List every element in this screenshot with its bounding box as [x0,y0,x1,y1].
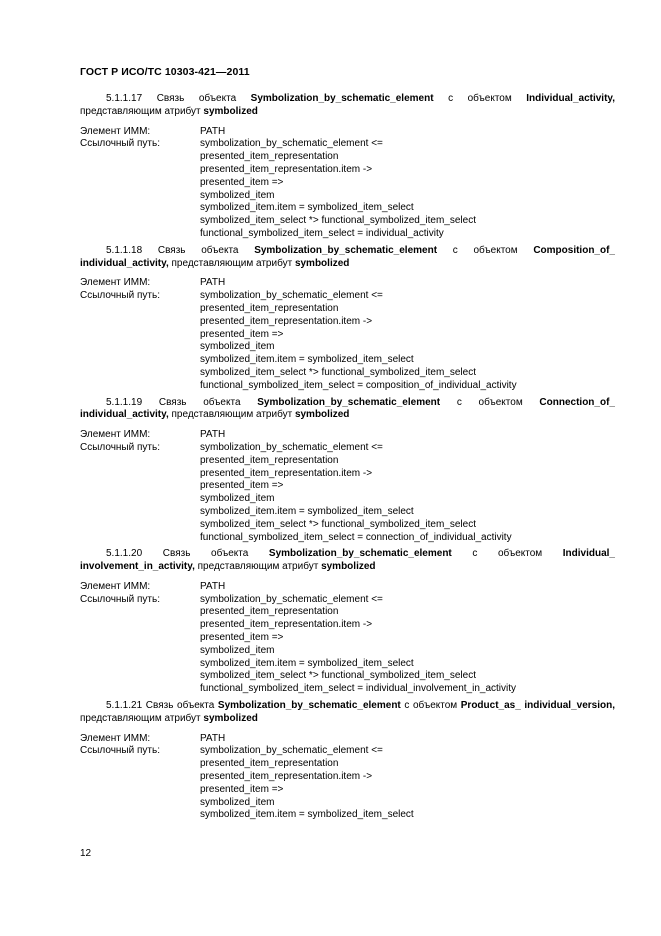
path-line: presented_item => [200,480,284,492]
source-entity: Symbolization_by_schematic_element [250,93,434,104]
reference-path [200,138,615,240]
reference-path [200,442,615,544]
path-line: symbolized_item_select *> functional_symbolized_item_select [200,215,476,227]
target-entity: Individual_activity, [526,93,616,104]
heading-text: Связь объекта [162,548,249,560]
attribute-name: symbolized [203,712,258,724]
section-heading [80,700,615,726]
heading-text: представляющим атрибут [171,257,293,269]
path-line: symbolized_item [200,493,275,505]
element-row [80,277,615,290]
attribute-name: symbolized [294,257,350,269]
element-label: Элемент ИММ: [80,277,151,289]
heading-text: представляющим атрибут [197,561,319,573]
section-heading [80,245,615,271]
mapping-section [80,700,615,822]
target-entity: Product_as_ individual_version, [460,700,615,712]
path-line: symbolized_item.item = symbolized_item_select [200,809,414,821]
heading-text: Связь объекта [158,396,241,408]
path-line: functional_symbolized_item_select = composition_of_individual_activity [200,379,517,391]
element-row [80,126,615,139]
document-header: ГОСТ Р ИСО/ТС 10303-421—2011 [80,66,250,78]
path-line: symbolized_item.item = symbolized_item_select [200,354,414,366]
path-line: symbolized_item_select *> functional_symbolized_item_select [200,670,476,682]
heading-text: Связь объекта [157,244,239,256]
path-line: symbolized_item [200,796,275,808]
heading-text: с объектом [452,244,518,256]
section-number: 5.1.1.17 [106,93,143,104]
reference-path-label: Ссылочный путь: [80,138,160,150]
heading-text: с объектом [404,700,458,712]
path-line: presented_item => [200,632,284,644]
path-line: symbolization_by_schematic_element <= [200,138,383,150]
source-entity: Symbolization_by_schematic_element [217,700,401,712]
element-row [80,581,615,594]
path-line: symbolized_item [200,341,275,353]
heading-text: представляющим атрибут [80,105,201,117]
path-line: symbolized_item [200,189,275,201]
path-line: presented_item_representation.item -> [200,619,373,631]
element-value: PATH [200,429,226,441]
section-heading [80,397,615,423]
element-value: PATH [200,732,226,744]
path-line: presented_item_representation [200,151,339,163]
path-line: presented_item => [200,783,284,795]
reference-path-label: Ссылочный путь: [80,745,160,757]
path-line: symbolized_item_select *> functional_symbolized_item_select [200,366,476,378]
path-line: symbolized_item_select *> functional_symbolized_item_select [200,518,476,530]
path-line: symbolization_by_schematic_element <= [200,441,383,453]
source-entity: Symbolization_by_schematic_element [254,244,438,256]
reference-path [200,290,615,392]
section-heading [80,548,615,574]
heading-text: представляющим атрибут [171,409,293,421]
element-row [80,429,615,442]
element-row [80,733,615,746]
reference-path-label: Ссылочный путь: [80,441,160,453]
path-line: symbolization_by_schematic_element <= [200,290,383,302]
path-line: functional_symbolized_item_select = individual_involvement_in_activity [200,683,517,695]
path-line: symbolized_item.item = symbolized_item_select [200,657,414,669]
path-line: symbolized_item.item = symbolized_item_select [200,202,414,214]
section-heading [80,93,615,119]
heading-text: представляющим атрибут [80,712,201,724]
path-line: presented_item => [200,176,284,188]
reference-path-row [80,442,615,544]
path-line: functional_symbolized_item_select = connection_of_individual_activity [200,531,512,543]
section-number: 5.1.1.19 [106,396,143,408]
element-value: PATH [200,580,226,592]
path-line: presented_item_representation.item -> [200,771,373,783]
path-line: symbolized_item.item = symbolized_item_select [200,505,414,517]
target-entity: Individual_ involvement_in_activity, [80,548,615,573]
path-line: functional_symbolized_item_select = individual_activity [200,227,444,239]
reference-path-label: Ссылочный путь: [80,290,160,302]
target-entity: Connection_of_ individual_activity, [80,396,615,421]
reference-path-row [80,594,615,696]
attribute-name: symbolized [294,409,350,421]
source-entity: Symbolization_by_schematic_element [257,396,441,408]
element-label: Элемент ИММ: [80,580,151,592]
source-entity: Symbolization_by_schematic_element [268,548,452,560]
path-line: symbolized_item [200,644,275,656]
mapping-section [80,397,615,545]
path-line: symbolization_by_schematic_element <= [200,593,383,605]
heading-text: Связь объекта [156,93,237,104]
attribute-name: symbolized [321,561,376,573]
element-label: Элемент ИММ: [80,732,151,744]
path-line: presented_item_representation.item -> [200,315,373,327]
reference-path-row [80,290,615,392]
path-line: presented_item_representation [200,606,339,618]
heading-text: с объектом [448,93,512,104]
path-line: presented_item_representation [200,454,339,466]
mapping-section [80,245,615,393]
heading-text: с объектом [456,396,523,408]
path-line: presented_item_representation.item -> [200,467,373,479]
page-number: 12 [80,848,92,859]
reference-path-row [80,745,615,822]
reference-path [200,594,615,696]
document-body [80,93,615,826]
element-label: Элемент ИММ: [80,125,151,137]
path-line: presented_item => [200,328,284,340]
section-number: 5.1.1.20 [106,548,143,560]
reference-path-row [80,138,615,240]
attribute-name: symbolized [203,105,258,117]
section-number: 5.1.1.21 [106,700,143,712]
path-line: presented_item_representation.item -> [200,163,373,175]
reference-path-label: Ссылочный путь: [80,593,160,605]
mapping-section [80,548,615,696]
element-label: Элемент ИММ: [80,429,151,441]
element-value: PATH [200,277,226,289]
element-value: PATH [200,125,226,137]
path-line: presented_item_representation [200,758,339,770]
section-number: 5.1.1.18 [106,244,143,256]
path-line: presented_item_representation [200,302,339,314]
path-line: symbolization_by_schematic_element <= [200,745,383,757]
mapping-section [80,93,615,241]
heading-text: Связь объекта [145,700,215,712]
heading-text: с объектом [472,548,543,560]
target-entity: Composition_of_ individual_activity, [80,244,615,269]
reference-path [200,745,615,822]
